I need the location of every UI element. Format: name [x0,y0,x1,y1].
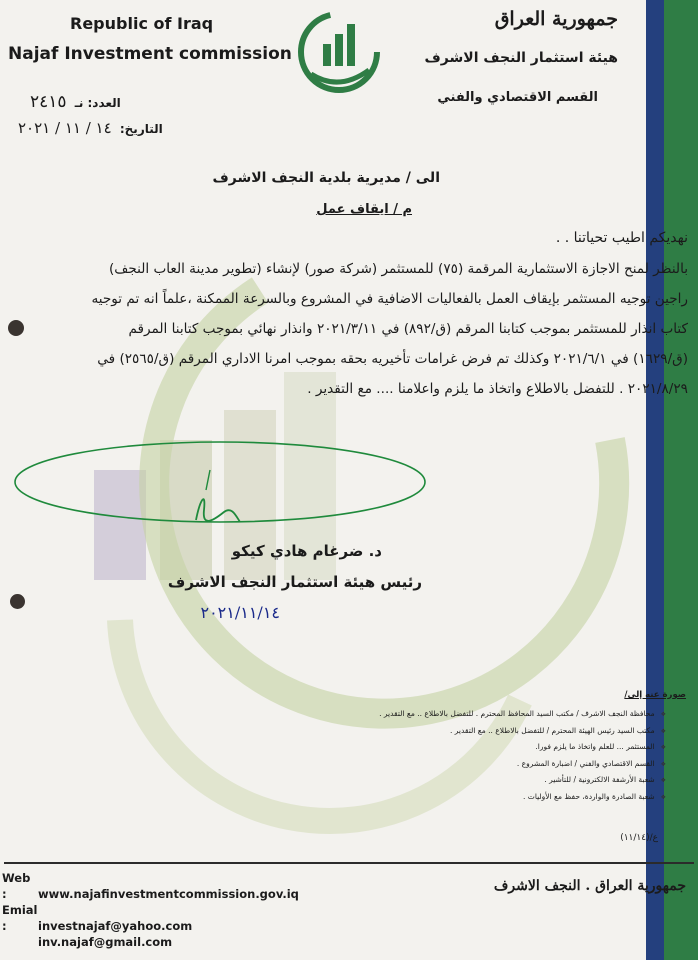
email-link-1[interactable]: investnajaf@yahoo.com [38,919,193,933]
bullet-icon: ❖ [660,727,666,735]
body-line: (ق/١٦٢٩) في ٢٠٢١/٦/١ وكذلك تم فرض غرامات تأخيريه بحقه بموجب امرنا الاداري المرقم (ق/٢٥٦٥) في [97,351,688,367]
country-name-ar: جمهورية العراق [494,8,618,30]
copies-list [226,706,666,805]
signatory-title: رئيس هيئة استثمار النجف الاشرف [167,573,422,591]
contact-block [2,870,299,950]
signature-oval [15,442,425,522]
list-item: ❖شعبة الصادرة والواردة، حفظ مع الأوليات . [522,791,666,801]
reference-number-value: ٢٤١٥ [30,92,67,112]
signature-stroke [196,499,240,522]
country-name-en: Republic of Iraq [70,14,214,33]
body-line: بالنظر لمنح الاجازة الاستثمارية المرقمة (٧٥) للمستثمر (شركة صور) لإنشاء (تطوير مدينة العاب النجف) [108,261,688,277]
bullet-icon: ❖ [660,777,666,784]
web-row [2,870,299,902]
reference-date-label: التاريخ: [119,122,163,136]
internal-ref-code: ع/(١١/١٤) [620,833,658,843]
web-label: Web : [2,871,31,901]
greeting: نهديكم اطيب تحياتنا . . [555,230,688,246]
org-name-en: Najaf Investment commission [8,44,292,64]
bullet-icon: ❖ [660,760,666,768]
bullet-icon: ❖ [660,793,666,801]
email-row-2 [2,934,299,950]
signature-date: ٢٠٢١/١١/١٤ [200,603,280,622]
web-link[interactable]: www.najafinvestmentcommission.gov.iq [38,887,299,901]
email-label: Emial : [2,903,38,933]
email-link-2[interactable]: inv.najaf@gmail.com [38,935,173,949]
list-item: ❖شعبة الأرشفة الالكترونية / للتأشير . [544,775,666,784]
signatory-name: د. ضرغام هادي كيكو [231,542,382,560]
org-name-ar: هيئة استثمار النجف الاشرف [424,50,618,66]
list-item: ❖مكتب السيد رئيس الهيئة المحترم / للتفضل بالاطلاع .. مع التقدير . [449,725,666,735]
addressee: الى / مديرية بلدية النجف الاشرف [212,170,440,186]
department-name-ar: القسم الاقتصادي والفني [437,90,598,105]
reference-number-label: العدد: نـ [74,96,121,110]
list-item: ❖القسم الاقتصادي والفني / اضبارة المشروع . [516,758,666,768]
copies-heading: صورة عنه إلى/ [624,690,686,700]
signature-flourish [206,470,210,490]
email-row [2,902,299,934]
list-item: ❖محافظة النجف الاشرف / مكتب السيد المحافظ المحترم . للتفضل بالاطلاع .. مع التقدير . [379,709,666,718]
footer-divider [4,862,694,864]
body-line: راجين توجيه المستثمر بإيقاف العمل بالفعاليات الاضافية في المشروع وبالسرعة الممكنة ،علماً انه تم توجيه [91,291,688,307]
subject: م / ايقاف عمل [316,202,412,217]
body-line: ٢٠٢١/٨/٢٩ . للتفضل بالاطلاع واتخاذ ما يلزم واعلامنا .... مع التقدير . [307,381,688,397]
bullet-icon: ❖ [660,711,666,718]
list-item: ❖المستثمر ... للعلم واتخاذ ما يلزم فورا. [535,742,666,751]
body-line: كتاب انذار للمستثمر بموجب كتابنا المرقم (ق/٨٩٢) في ٢٠٢١/٣/١١ وانذار نهائي بموجب كتابنا المرقم [128,321,688,337]
footer-address-ar: جمهورية العراق . النجف الاشرف [493,878,686,894]
reference-date-value: ١٤ / ١١ / ٢٠٢١ [18,119,112,137]
bullet-icon: ❖ [660,744,666,751]
